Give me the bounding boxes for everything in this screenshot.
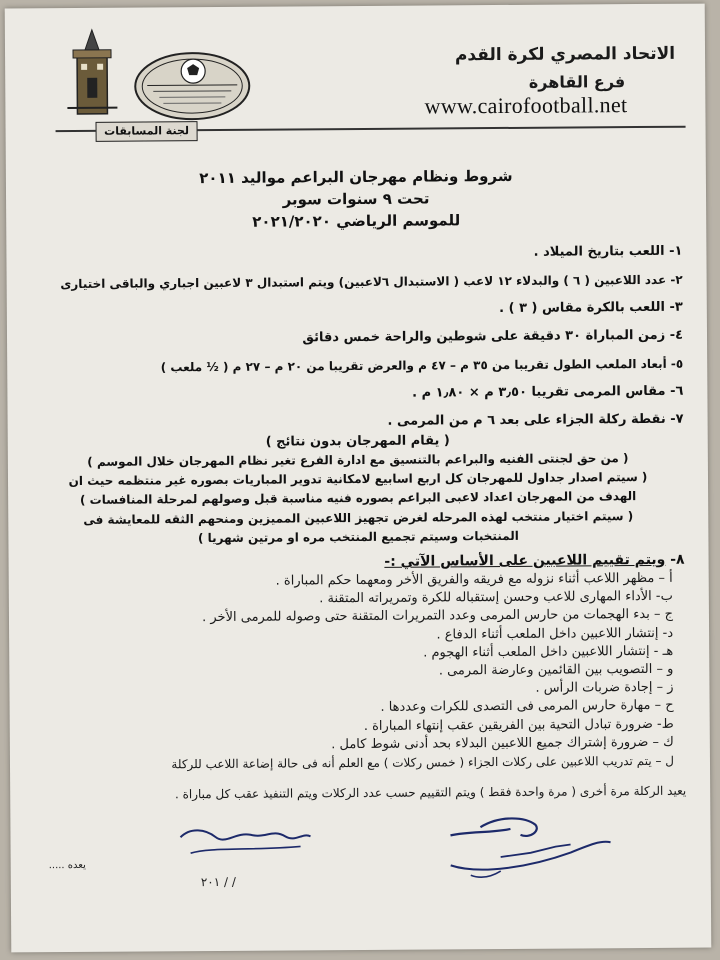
efa-logo xyxy=(133,51,251,122)
rules-list xyxy=(32,238,683,439)
note-line: ( يقام المهرجان بدون نتائج ) xyxy=(265,433,450,450)
criterion-continuation: يعيد الركلة مرة أخرى ( مرة واحدة فقط ) ويتم التقييم حسب عدد الركلات ويتم التنفيذ عقب كل مباراة . xyxy=(174,783,687,802)
criterion-item: ط- ضرورة تبادل التحية بين الفريقين عقب إنتهاء المباراة . xyxy=(363,716,674,734)
rule-item: ٣- اللعب بالكرة مقاس ( ٣ ) . xyxy=(499,299,683,317)
criterion-item: ب- الأداء المهارى للاعب وحسن إستقباله للكرة وتمريراته المتقنة . xyxy=(319,588,673,607)
branch-name: فرع القاهرة xyxy=(528,72,626,92)
document-page xyxy=(5,4,712,953)
federation-name: الاتحاد المصري لكرة القدم xyxy=(454,43,676,66)
section-8-number: ٨- xyxy=(665,551,685,568)
note-line: المنتخبات وسيتم تجميع المنتخب مره او مرتين شهريا ) xyxy=(197,528,519,546)
criterion-item: ل – يتم تدريب اللاعبين على ركلات الجزاء ( خمس ركلات ) مع العلم أنه فى حالة إضاعة اللاعب للركلة xyxy=(171,753,675,772)
rule-item: ٧- نقطة ركلة الجزاء على بعد ٦ م من المرمى . xyxy=(387,411,684,429)
criterion-item: ح – مهارة حارس المرمى فى التصدى للكرات وعددها . xyxy=(380,698,674,716)
criterion-item: و – التصويب بين القائمين وعارضة المرمى . xyxy=(438,661,674,679)
section-8-title: ويتم تقييم اللاعبين على الأساس الآتي :- xyxy=(384,551,666,570)
rule-item: ٤- زمن المباراة ٣٠ دقيقة على شوطين والراحة خمس دقائق xyxy=(302,327,684,346)
note-line: ( سيتم اصدار جداول للمهرجان كل اربع اسابيع لامكانية تدوير المباريات بصوره غير منتظمه حيث ان xyxy=(68,469,648,489)
date-line: ٢٠١ / / xyxy=(200,874,236,890)
section-8-heading xyxy=(384,552,684,570)
criterion-item: أ – مظهر اللاعب أثناء نزوله مع فريقه والفريق الأخر ومعهما حكم المباراة . xyxy=(275,570,673,589)
evaluation-criteria-list xyxy=(33,570,674,775)
season-line: للموسم الرياضي ٢٠٢١/٢٠٢٠ xyxy=(252,211,461,231)
criterion-item: ز – إجادة ضربات الرأس . xyxy=(535,679,674,696)
committee-label: لجنة المسابقات xyxy=(96,121,198,142)
handwritten-signatures xyxy=(10,804,711,949)
criterion-item: ج – بدء الهجمات من حارس المرمى وعدد التمريرات المتقنة حتى وصوله للمرمى الأخر . xyxy=(202,607,674,626)
rule-item: ٦- مقاس المرمى تقريبا ٣٫٥٠ م × ١٫٨٠ م . xyxy=(412,383,684,401)
criterion-item: هـ - إنتشار اللاعبين داخل الملعب أثناء الهجوم . xyxy=(423,643,674,661)
note-line: الهدف من المهرجان اعداد لاعبى البراعم بصوره فنيه مناسبة قبل وصولهم لمرحلة المنافسات ) xyxy=(79,489,637,507)
website-url: www.cairofootball.net xyxy=(424,92,628,119)
prepared-by-label: يعده ..... xyxy=(48,859,86,872)
note-line: ( سيتم اختيار منتخب لهذه المرحله لغرض تجهيز اللاعبين المميزين ومنحهم الثقه للمعايشة فى xyxy=(83,509,634,527)
letterhead xyxy=(5,4,706,129)
rule-item: ٢- عدد اللاعبين ( ٦ ) والبدلاء ١٢ لاعب ( الاستبدال ٦لاعبين) ويتم استبدال ٣ لاعبين اجباري والباقى اختيارى xyxy=(60,272,683,292)
document-title: شروط ونظام مهرجان البراعم مواليد ٢٠١١ xyxy=(199,166,513,188)
cairo-branch-emblem xyxy=(63,28,122,120)
criterion-item: د- إنتشار اللاعبين داخل الملعب أثناء الدفاع . xyxy=(436,625,674,643)
note-line: ( من حق لجنتى الفنيه والبراعم بالتنسيق مع ادارة الفرع تغير نظام المهرجان خلال الموسم ) xyxy=(87,451,629,469)
criterion-item: ك – ضرورة إشتراك جميع اللاعبين البدلاء بحد أدنى شوط كامل . xyxy=(331,734,674,752)
rule-item: ١- اللعب بتاريخ الميلاد . xyxy=(533,243,683,260)
rule-item: ٥- أبعاد الملعب الطول تقريبا من ٣٥ م – ٤٧ م والعرض تقريبا من ٢٠ م – ٢٧ م ( ½ ملعب ) xyxy=(160,356,684,375)
document-subtitle: تحت ٩ سنوات سوبر xyxy=(282,189,430,209)
